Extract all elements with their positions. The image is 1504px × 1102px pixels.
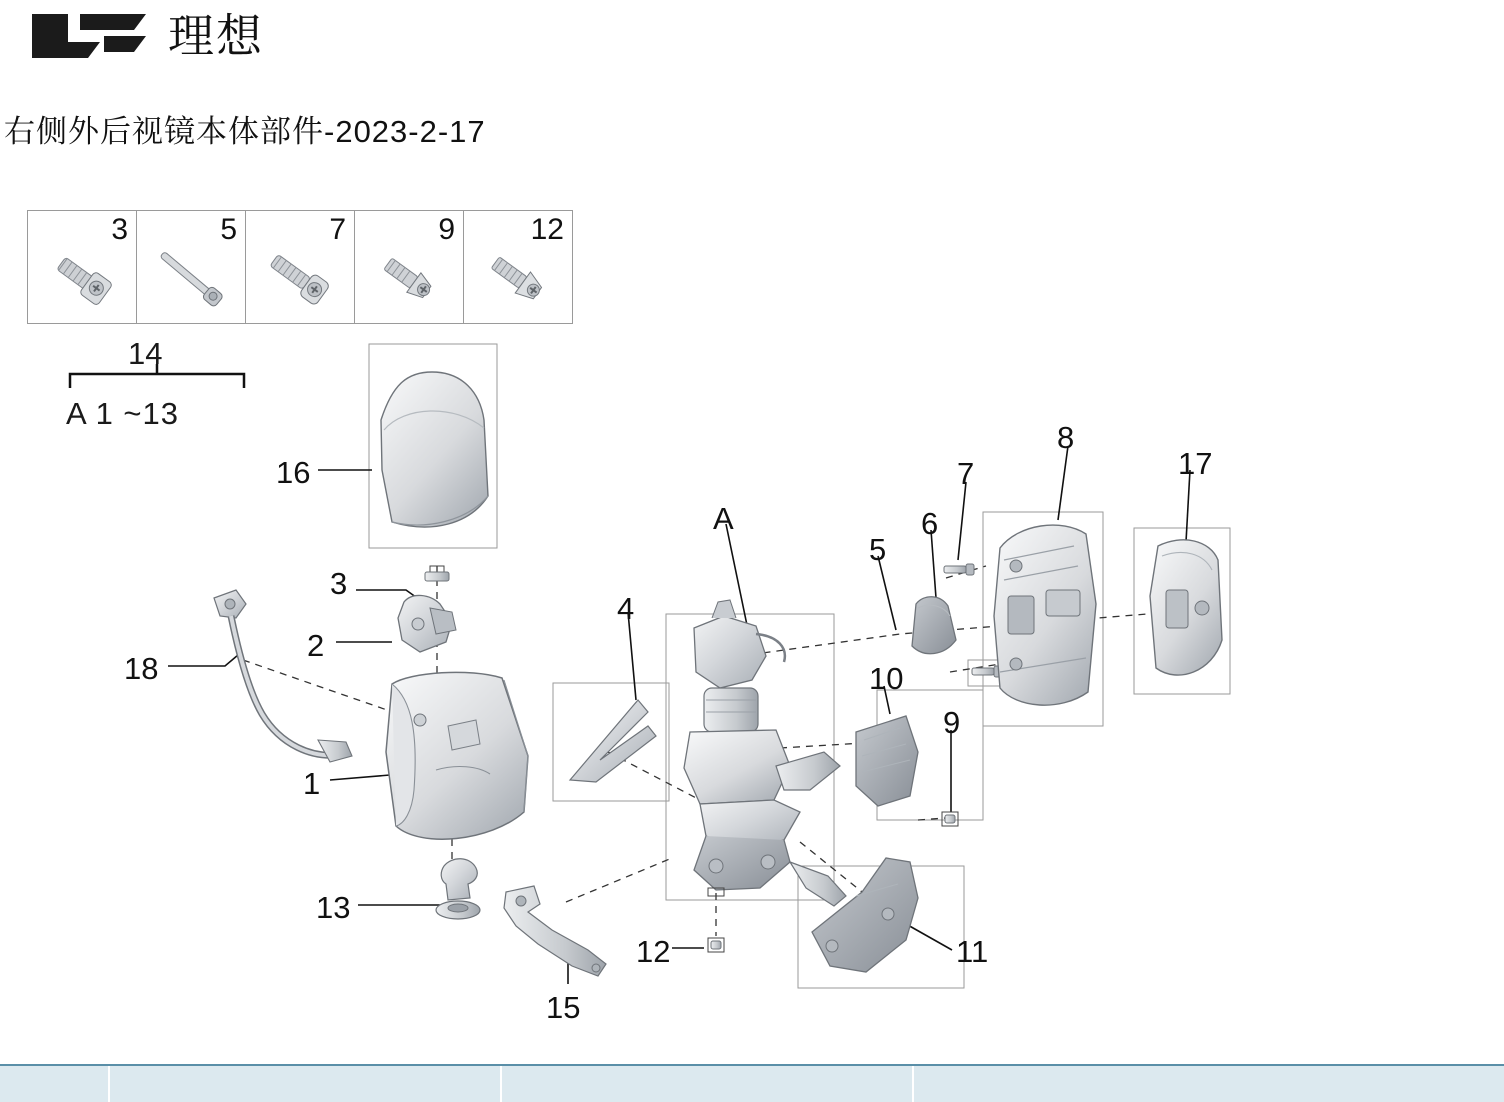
page-title: 右侧外后视镜本体部件-2023-2-17 (4, 114, 486, 149)
part-16-mirror-cap (381, 372, 488, 527)
part-15-bracket-arm (504, 886, 606, 976)
callout-12: 12 (636, 934, 671, 969)
fastener-number: 3 (111, 213, 128, 246)
part-2-base-bracket (398, 595, 456, 652)
table-cell-1 (0, 1066, 110, 1102)
brand-name: 理想 (168, 10, 264, 62)
table-cell-2 (110, 1066, 502, 1102)
callout-18: 18 (124, 651, 159, 686)
group-14-label: 14 (128, 336, 163, 371)
fastener-number: 12 (530, 213, 564, 246)
bottom-table (0, 1064, 1504, 1102)
part-9-screw (942, 812, 958, 826)
callout-10: 10 (869, 661, 904, 696)
part-13-grommet (436, 859, 480, 919)
part-6-cover-cap (912, 597, 956, 654)
callout-A: A (713, 501, 734, 536)
part-8-backing-plate (994, 525, 1096, 705)
part-1-mirror-housing (386, 672, 528, 839)
assembly-line-15 (566, 858, 672, 902)
callout-15: 15 (546, 990, 581, 1025)
leader-18 (168, 655, 238, 666)
callout-7: 7 (957, 456, 975, 491)
callout-11: 11 (956, 934, 989, 969)
callout-16: 16 (276, 455, 311, 490)
leader-8 (1058, 446, 1068, 520)
part-17-glass-panel (1150, 540, 1222, 675)
callout-4: 4 (617, 591, 635, 626)
group-range-label: A 1 ~13 (66, 396, 180, 431)
fastener-number: 5 (220, 213, 237, 246)
table-cell-3 (502, 1066, 914, 1102)
fastener-number: 9 (438, 213, 455, 246)
callout-8: 8 (1057, 420, 1075, 455)
callout-17: 17 (1178, 446, 1213, 481)
part-18-harness (214, 590, 352, 762)
callout-13: 13 (316, 890, 351, 925)
assembly-line-18 (243, 660, 413, 719)
fastener-number: 7 (329, 213, 346, 246)
leader-5 (878, 556, 896, 630)
callout-9: 9 (943, 705, 961, 740)
leader-1 (330, 775, 390, 780)
part-11-lower-trim (812, 858, 918, 972)
callout-5: 5 (869, 532, 887, 567)
leader-7 (958, 482, 966, 560)
callout-1: 1 (303, 766, 321, 801)
leader-11 (906, 924, 952, 950)
table-cell-4 (914, 1066, 1504, 1102)
callout-3: 3 (330, 566, 348, 601)
callout-6: 6 (921, 506, 939, 541)
callout-2: 2 (307, 628, 325, 663)
part-10-trim-piece (856, 716, 918, 806)
